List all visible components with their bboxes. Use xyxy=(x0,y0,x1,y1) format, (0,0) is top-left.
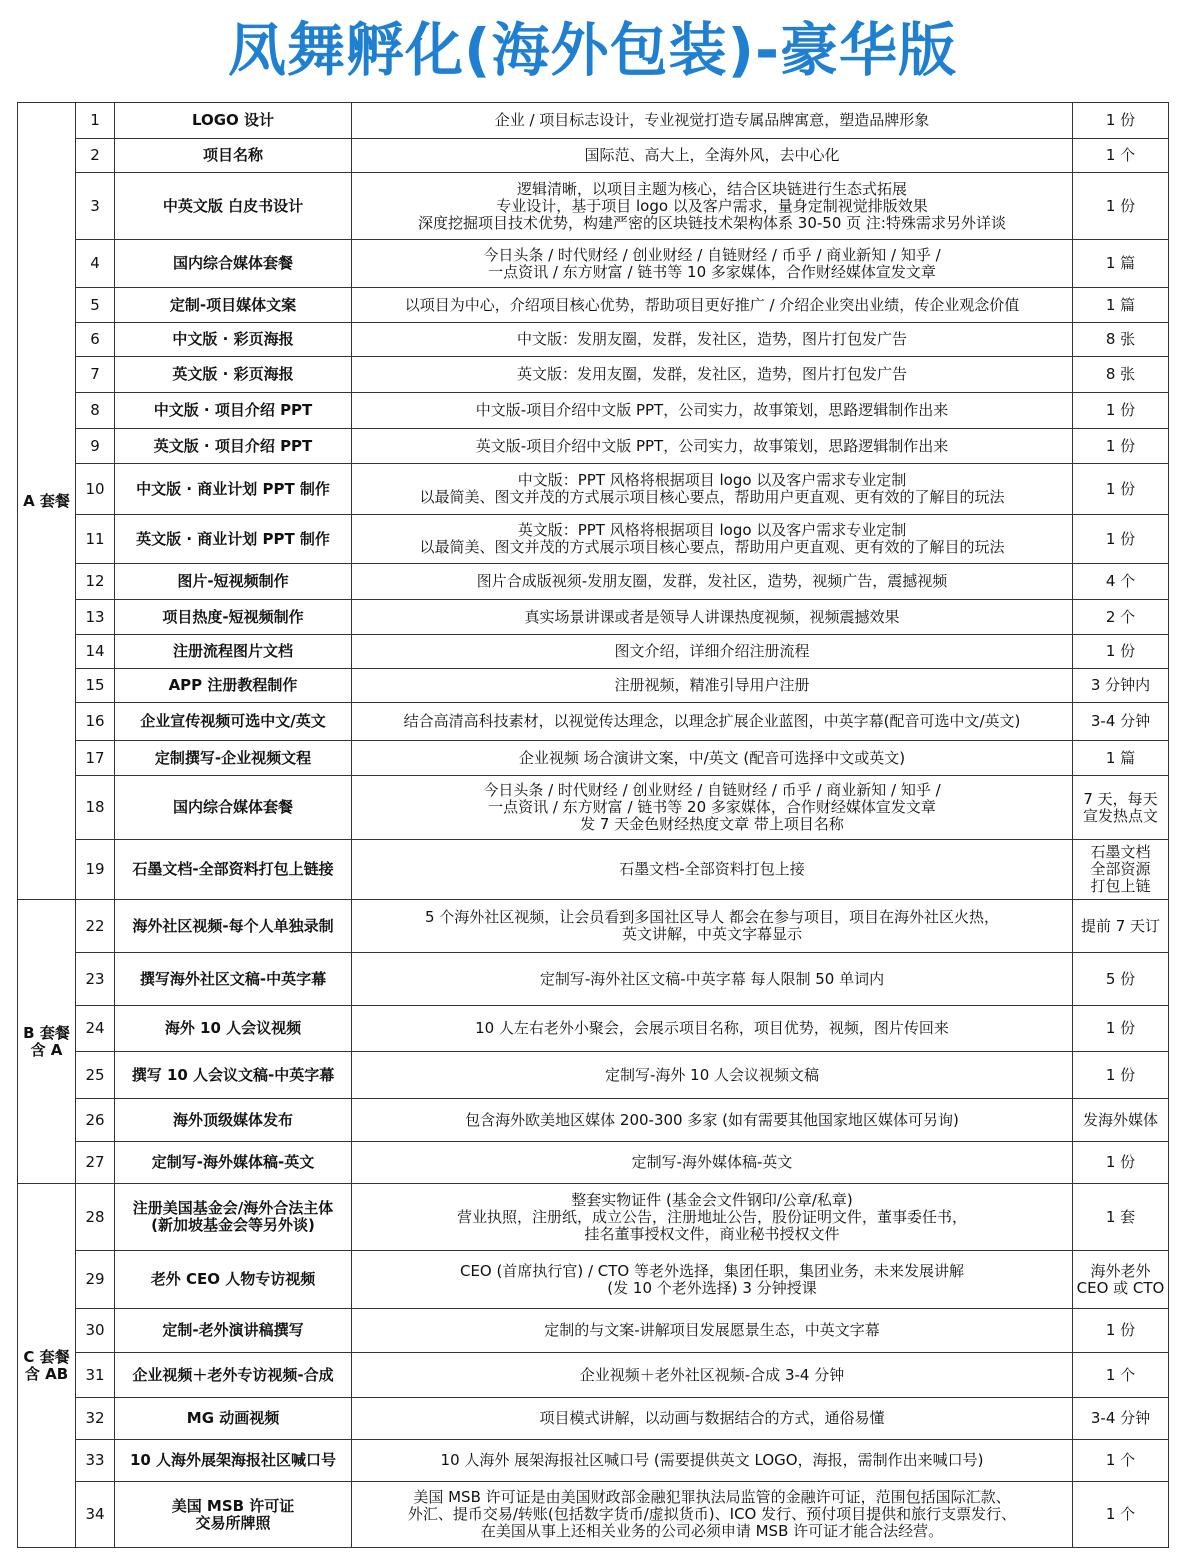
service-name-line: 中文版 · 彩页海报 xyxy=(172,330,294,348)
service-description-line: 专业设计，基于项目 logo 以及客户需求，量身定制视觉排版效果 xyxy=(496,196,928,215)
table-row xyxy=(18,1309,1169,1353)
row-number: 15 xyxy=(76,669,115,703)
table-row xyxy=(18,564,1169,600)
service-quantity xyxy=(1073,288,1169,323)
service-description xyxy=(352,900,1073,953)
table-row xyxy=(18,429,1169,464)
table-row xyxy=(18,173,1169,240)
service-description xyxy=(352,515,1073,564)
service-description-line: 营业执照，注册纸，成立公告，注册地址公告，股份证明文件，董事委任书， xyxy=(456,1207,967,1226)
service-quantity xyxy=(1073,1006,1169,1052)
service-description-line: 企业视频＋老外社区视频-合成 3-4 分钟 xyxy=(579,1365,845,1384)
row-number: 32 xyxy=(76,1398,115,1440)
service-name-line: 项目名称 xyxy=(202,146,263,164)
service-description xyxy=(352,393,1073,429)
service-quantity xyxy=(1073,900,1169,953)
service-quantity-line: 1 份 xyxy=(1105,436,1136,455)
service-description-line: 英文版-项目介绍中文版 PPT，公司实力，故事策划，思路逻辑制作出来 xyxy=(475,436,949,455)
row-number: 13 xyxy=(76,600,115,635)
service-name-line: 定制撰写-企业视频文程 xyxy=(154,748,312,767)
service-name-line: 英文版 · 商业计划 PPT 制作 xyxy=(136,529,330,548)
service-quantity xyxy=(1073,464,1169,515)
service-quantity-line: 1 份 xyxy=(1105,196,1136,215)
service-description-line: 逻辑清晰，以项目主题为核心，结合区块链进行生态式拓展 xyxy=(516,179,907,198)
service-description xyxy=(352,357,1073,393)
service-name xyxy=(115,139,352,173)
service-name-line: 国内综合媒体套餐 xyxy=(172,254,293,272)
row-number: 17 xyxy=(76,741,115,776)
service-name-line: 英文版 · 彩页海报 xyxy=(172,365,294,383)
service-description xyxy=(352,173,1073,240)
service-quantity xyxy=(1073,1251,1169,1309)
service-quantity-line: 1 篇 xyxy=(1105,254,1136,272)
table-row xyxy=(18,600,1169,635)
service-description xyxy=(352,103,1073,139)
service-quantity xyxy=(1073,173,1169,240)
service-description-line: 一点资讯 / 东方财富 / 链书等 20 多家媒体，合作财经媒体宣发文章 xyxy=(488,798,936,816)
service-name-line: LOGO 设计 xyxy=(191,111,275,129)
table-row xyxy=(18,703,1169,741)
service-quantity xyxy=(1073,953,1169,1006)
service-quantity-line: 1 个 xyxy=(1105,146,1136,164)
service-quantity xyxy=(1073,1052,1169,1099)
service-description xyxy=(352,1482,1073,1548)
service-quantity-line: 8 张 xyxy=(1105,365,1136,383)
service-description-line: 发 7 天金色财经热度文章 带上项目名称 xyxy=(580,815,844,833)
group-c-label: C 套餐含 AB xyxy=(18,1184,76,1548)
row-number: 22 xyxy=(76,900,115,953)
service-description-line: 企业视频 场合演讲文案，中/英文 (配音可选择中文或英文) xyxy=(518,748,906,767)
service-name-line: 海外社区视频-每个人单独录制 xyxy=(132,916,334,935)
service-description xyxy=(352,1309,1073,1353)
service-quantity-line: 1 篇 xyxy=(1105,748,1136,767)
service-name-line: 海外顶级媒体发布 xyxy=(172,1110,293,1129)
row-number: 29 xyxy=(76,1251,115,1309)
table-row xyxy=(18,515,1169,564)
service-description-line: 中文版：发朋友圈，发群，发社区，造势，图片打包发广告 xyxy=(516,330,907,348)
table-row xyxy=(18,1184,1169,1251)
service-quantity xyxy=(1073,357,1169,393)
service-quantity xyxy=(1073,1142,1169,1184)
service-name xyxy=(115,669,352,703)
service-description-line: 今日头条 / 时代财经 / 创业财经 / 自链财经 / 币乎 / 商业新知 / 知乎 / xyxy=(483,245,941,264)
table-row xyxy=(18,1251,1169,1309)
service-description xyxy=(352,635,1073,669)
service-name-line: (新加坡基金会等另外谈) xyxy=(151,1216,315,1234)
service-name xyxy=(115,953,352,1006)
service-description-line: 以项目为中心，介绍项目核心优势，帮助项目更好推广 / 介绍企业突出业绩，传企业观念价值 xyxy=(404,295,1020,314)
service-quantity-line: 1 个 xyxy=(1105,1451,1136,1469)
service-description xyxy=(352,288,1073,323)
service-quantity xyxy=(1073,139,1169,173)
service-description xyxy=(352,464,1073,515)
service-quantity-line: 1 套 xyxy=(1105,1207,1136,1226)
service-name xyxy=(115,240,352,288)
row-number: 8 xyxy=(76,393,115,429)
row-number: 30 xyxy=(76,1309,115,1353)
service-quantity-line: CEO 或 CTO xyxy=(1076,1278,1165,1297)
service-description-line: 在美国从事上还相关业务的公司必须申请 MSB 许可证才能合法经营。 xyxy=(480,1522,944,1540)
service-description xyxy=(352,1099,1073,1142)
service-description-line: 定制写-海外 10 人会议视频文稿 xyxy=(604,1065,820,1084)
service-name-line: 中文版 · 项目介绍 PPT xyxy=(153,401,313,419)
service-description-line: 一点资讯 / 东方财富 / 链书等 10 多家媒体，合作财经媒体宣发文章 xyxy=(488,262,936,281)
service-quantity xyxy=(1073,103,1169,139)
service-quantity-line: 8 张 xyxy=(1105,330,1136,348)
table-row xyxy=(18,393,1169,429)
service-quantity xyxy=(1073,1184,1169,1251)
service-quantity-line: 发海外媒体 xyxy=(1082,1110,1158,1129)
row-number: 27 xyxy=(76,1142,115,1184)
service-description xyxy=(352,703,1073,741)
table-row xyxy=(18,464,1169,515)
service-quantity-line: 1 份 xyxy=(1105,401,1136,419)
service-name-line: 中文版 · 商业计划 PPT 制作 xyxy=(136,479,330,498)
service-quantity xyxy=(1073,323,1169,357)
service-name-line: 交易所牌照 xyxy=(195,1513,271,1532)
service-description xyxy=(352,1184,1073,1251)
service-quantity-line: 1 个 xyxy=(1105,1365,1136,1384)
row-number: 3 xyxy=(76,173,115,240)
service-name xyxy=(115,515,352,564)
service-name-line: 10 人海外展架海报社区喊口号 xyxy=(129,1451,337,1469)
service-description-line: 石墨文档-全部资料打包上接 xyxy=(619,860,805,878)
service-description-line: 图文介绍，详细介绍注册流程 xyxy=(614,642,810,660)
row-number: 16 xyxy=(76,703,115,741)
service-name-line: 注册流程图片文档 xyxy=(172,642,293,660)
service-name xyxy=(115,1142,352,1184)
service-quantity xyxy=(1073,1440,1169,1482)
service-description-line: 英文版：PPT 风格将根据项目 logo 以及客户需求专业定制 xyxy=(517,521,907,539)
table-row xyxy=(18,139,1169,173)
row-number: 1 xyxy=(76,103,115,139)
service-name-line: 定制写-海外媒体稿-英文 xyxy=(151,1153,315,1171)
service-name xyxy=(115,1398,352,1440)
table-row xyxy=(18,900,1169,953)
service-name-line: MG 动画视频 xyxy=(186,1409,280,1427)
service-quantity-line: 1 个 xyxy=(1105,1505,1136,1523)
row-number: 25 xyxy=(76,1052,115,1099)
service-description-line: 外汇、提币交易/转账(包括数字货币/虚拟货币)、ICO 发行、预付项目提供和旅行支票发行、 xyxy=(407,1505,1017,1523)
service-quantity xyxy=(1073,635,1169,669)
table-row xyxy=(18,1142,1169,1184)
group-a-label: A 套餐 xyxy=(18,103,76,900)
service-quantity-line: 1 份 xyxy=(1105,529,1136,548)
table-row xyxy=(18,1398,1169,1440)
service-description xyxy=(352,1398,1073,1440)
service-quantity xyxy=(1073,703,1169,741)
service-quantity xyxy=(1073,840,1169,900)
service-quantity xyxy=(1073,1353,1169,1398)
service-description xyxy=(352,323,1073,357)
row-number: 33 xyxy=(76,1440,115,1482)
service-quantity xyxy=(1073,1398,1169,1440)
table-row xyxy=(18,953,1169,1006)
row-number: 5 xyxy=(76,288,115,323)
service-description-line: 5 个海外社区视频，让会员看到多国社区导人 都会在参与项目，项目在海外社区火热， xyxy=(424,908,1000,926)
service-name xyxy=(115,1251,352,1309)
table-row xyxy=(18,323,1169,357)
service-description-line: 10 人左右老外小聚会，会展示项目名称，项目优势，视频，图片传回来 xyxy=(475,1019,949,1037)
service-quantity-line: 1 份 xyxy=(1105,1065,1136,1084)
service-quantity-line: 1 份 xyxy=(1105,111,1136,129)
service-name xyxy=(115,776,352,840)
service-name xyxy=(115,564,352,600)
service-quantity-line: 海外老外 xyxy=(1090,1261,1151,1280)
service-name xyxy=(115,703,352,741)
service-description-line: 国际范、高大上，全海外风，去中心化 xyxy=(584,146,840,164)
service-quantity-line: 石墨文档 xyxy=(1090,843,1151,861)
service-quantity-line: 3-4 分钟 xyxy=(1090,1409,1151,1427)
row-number: 28 xyxy=(76,1184,115,1251)
service-quantity-line: 提前 7 天订 xyxy=(1080,916,1161,935)
service-description xyxy=(352,1251,1073,1309)
service-quantity-line: 宣发热点文 xyxy=(1082,806,1158,825)
table-row xyxy=(18,635,1169,669)
service-description xyxy=(352,1142,1073,1184)
service-quantity-line: 3-4 分钟 xyxy=(1090,712,1151,730)
service-description xyxy=(352,429,1073,464)
service-description xyxy=(352,1006,1073,1052)
service-name xyxy=(115,429,352,464)
table-row xyxy=(18,1099,1169,1142)
service-name xyxy=(115,1099,352,1142)
service-description xyxy=(352,600,1073,635)
service-description-line: 深度挖掘项目技术优势，构建严密的区块链技术架构体系 30-50 页 注:特殊需求另外详谈 xyxy=(418,213,1006,232)
service-quantity xyxy=(1073,669,1169,703)
table-row xyxy=(18,1006,1169,1052)
service-quantity-line: 1 份 xyxy=(1105,642,1136,660)
service-name-line: 企业视频＋老外专访视频-合成 xyxy=(132,1365,334,1384)
service-description-line: 包含海外欧美地区媒体 200-300 多家 (如有需要其他国家地区媒体可另询) xyxy=(465,1110,959,1129)
service-name xyxy=(115,173,352,240)
service-quantity-line: 打包上链 xyxy=(1090,877,1151,895)
service-description-line: 以最简美、图文并茂的方式展示项目核心要点，帮助用户更直观、更有效的了解目的玩法 xyxy=(419,538,1005,556)
service-description-line: CEO (首席执行官) / CTO 等老外选择，集团任职，集团业务，未来发展讲解 xyxy=(459,1261,965,1280)
service-name xyxy=(115,900,352,953)
service-name xyxy=(115,1006,352,1052)
table-row xyxy=(18,741,1169,776)
service-name xyxy=(115,1482,352,1548)
service-name-line: 英文版 · 项目介绍 PPT xyxy=(153,436,313,455)
service-name-line: 定制-老外演讲稿撰写 xyxy=(162,1321,304,1339)
table-row xyxy=(18,1353,1169,1398)
service-description-line: 定制写-海外媒体稿-英文 xyxy=(631,1153,793,1171)
row-number: 14 xyxy=(76,635,115,669)
service-name-line: 项目热度-短视频制作 xyxy=(162,607,304,626)
service-quantity-line: 5 份 xyxy=(1105,969,1136,988)
service-description xyxy=(352,1052,1073,1099)
service-quantity-line: 1 篇 xyxy=(1105,295,1136,314)
service-name-line: 美国 MSB 许可证 xyxy=(171,1496,295,1515)
service-quantity xyxy=(1073,1482,1169,1548)
service-description-line: 图片合成版视须-发朋友圈，发群，发社区，造势，视频广告，震撼视频 xyxy=(476,572,948,590)
service-name-line: 企业宣传视频可选中文/英文 xyxy=(140,712,326,730)
table-row xyxy=(18,240,1169,288)
service-description-line: 定制的与文案-讲解项目发展愿景生态，中英文字幕 xyxy=(544,1321,880,1339)
row-number: 24 xyxy=(76,1006,115,1052)
row-number: 31 xyxy=(76,1353,115,1398)
service-description-line: 定制写-海外社区文稿-中英字幕 每人限制 50 单词内 xyxy=(539,969,885,988)
table-row xyxy=(18,103,1169,139)
service-description-line: 整套实物证件 (基金会文件钢印/公章/私章) xyxy=(571,1190,853,1209)
service-description-line: 英文讲解，中英文字幕显示 xyxy=(621,925,802,943)
service-name xyxy=(115,600,352,635)
service-name-line: 撰写海外社区文稿-中英字幕 xyxy=(139,969,327,988)
service-name xyxy=(115,103,352,139)
row-number: 19 xyxy=(76,840,115,900)
service-quantity-line: 1 份 xyxy=(1105,479,1136,498)
service-description-line: 结合高清高科技素材，以视觉传达理念，以理念扩展企业蓝图，中英字幕(配音可选中文/英文) xyxy=(403,712,1021,730)
row-number: 10 xyxy=(76,464,115,515)
service-name-line: 中英文版 白皮书设计 xyxy=(162,196,304,215)
service-quantity xyxy=(1073,776,1169,840)
service-description-line: 中文版-项目介绍中文版 PPT，公司实力，故事策划，思路逻辑制作出来 xyxy=(475,401,949,419)
service-name-line: 注册美国基金会/海外合法主体 xyxy=(132,1199,334,1217)
service-name xyxy=(115,357,352,393)
service-quantity-line: 4 个 xyxy=(1105,572,1136,590)
row-number: 2 xyxy=(76,139,115,173)
table-row xyxy=(18,1482,1169,1548)
table-row xyxy=(18,669,1169,703)
service-quantity xyxy=(1073,1309,1169,1353)
service-description-line: 10 人海外 展架海报社区喊口号 (需要提供英文 LOGO，海报，需制作出来喊口号) xyxy=(440,1451,984,1469)
service-quantity-line: 1 份 xyxy=(1105,1153,1136,1171)
row-number: 4 xyxy=(76,240,115,288)
service-description-line: 企业 / 项目标志设计，专业视觉打造专属品牌寓意，塑造品牌形象 xyxy=(494,111,930,129)
service-quantity xyxy=(1073,1099,1169,1142)
row-number: 6 xyxy=(76,323,115,357)
service-name xyxy=(115,840,352,900)
service-quantity xyxy=(1073,393,1169,429)
row-number: 7 xyxy=(76,357,115,393)
service-description-line: 注册视频，精准引导用户注册 xyxy=(614,676,810,694)
service-quantity-line: 3 分钟内 xyxy=(1090,676,1151,694)
row-number: 23 xyxy=(76,953,115,1006)
table-row xyxy=(18,840,1169,900)
service-description xyxy=(352,564,1073,600)
service-name xyxy=(115,741,352,776)
service-name-line: 定制-项目媒体文案 xyxy=(169,295,297,314)
group-b-label: B 套餐含 A xyxy=(18,900,76,1184)
service-quantity xyxy=(1073,741,1169,776)
service-name-line: 海外 10 人会议视频 xyxy=(164,1019,302,1037)
service-name xyxy=(115,323,352,357)
service-description xyxy=(352,1440,1073,1482)
row-number: 9 xyxy=(76,429,115,464)
service-name-line: 撰写 10 人会议文稿-中英字幕 xyxy=(131,1065,335,1084)
service-description-line: 英文版：发用友圈，发群，发社区，造势，图片打包发广告 xyxy=(516,365,907,383)
service-name xyxy=(115,1353,352,1398)
service-name xyxy=(115,635,352,669)
service-name-line: APP 注册教程制作 xyxy=(168,676,298,694)
service-description xyxy=(352,1353,1073,1398)
service-quantity xyxy=(1073,564,1169,600)
service-quantity xyxy=(1073,600,1169,635)
service-quantity xyxy=(1073,240,1169,288)
service-name xyxy=(115,288,352,323)
table-row xyxy=(18,288,1169,323)
service-name xyxy=(115,1309,352,1353)
service-name xyxy=(115,464,352,515)
row-number: 11 xyxy=(76,515,115,564)
service-description xyxy=(352,776,1073,840)
table-row xyxy=(18,357,1169,393)
service-quantity-line: 全部资源 xyxy=(1090,860,1151,878)
row-number: 18 xyxy=(76,776,115,840)
row-number: 34 xyxy=(76,1482,115,1548)
service-name xyxy=(115,1184,352,1251)
service-name xyxy=(115,1440,352,1482)
service-description xyxy=(352,953,1073,1006)
service-name-line: 国内综合媒体套餐 xyxy=(172,798,293,816)
service-quantity-line: 1 份 xyxy=(1105,1019,1136,1037)
service-description-line: 今日头条 / 时代财经 / 创业财经 / 自链财经 / 币乎 / 商业新知 / 知乎 / xyxy=(483,781,941,799)
table-row xyxy=(18,1052,1169,1099)
service-description xyxy=(352,741,1073,776)
service-name xyxy=(115,393,352,429)
service-description-line: 真实场景讲课或者是领导人讲课热度视频，视频震撼效果 xyxy=(524,607,900,626)
service-name-line: 老外 CEO 人物专访视频 xyxy=(150,1270,316,1288)
service-description xyxy=(352,840,1073,900)
page-title: 凤舞孵化(海外包装)-豪华版 xyxy=(227,16,958,84)
service-description xyxy=(352,240,1073,288)
service-quantity xyxy=(1073,429,1169,464)
service-description xyxy=(352,139,1073,173)
row-number: 26 xyxy=(76,1099,115,1142)
service-description-line: 以最简美、图文并茂的方式展示项目核心要点，帮助用户更直观、更有效的了解目的玩法 xyxy=(419,488,1005,506)
service-name-line: 图片-短视频制作 xyxy=(177,572,289,590)
row-number: 12 xyxy=(76,564,115,600)
service-description-line: (发 10 个老外选择) 3 分钟授课 xyxy=(607,1278,817,1297)
service-name-line: 石墨文档-全部资料打包上链接 xyxy=(132,860,334,878)
table-row xyxy=(18,1440,1169,1482)
service-quantity-line: 7 天，每天 xyxy=(1083,789,1158,808)
service-quantity-line: 1 份 xyxy=(1105,1321,1136,1339)
service-description xyxy=(352,669,1073,703)
service-name xyxy=(115,1052,352,1099)
service-description-line: 挂名董事授权文件，商业秘书授权文件 xyxy=(584,1224,840,1243)
service-quantity xyxy=(1073,515,1169,564)
service-quantity-line: 2 个 xyxy=(1105,607,1136,626)
table-row xyxy=(18,776,1169,840)
service-description-line: 中文版：PPT 风格将根据项目 logo 以及客户需求专业定制 xyxy=(517,471,907,489)
service-description-line: 项目模式讲解，以动画与数据结合的方式，通俗易懂 xyxy=(539,1409,885,1427)
service-description-line: 美国 MSB 许可证是由美国财政部金融犯罪执法局监管的金融许可证，范围包括国际汇款、 xyxy=(413,1488,1011,1506)
package-table xyxy=(17,102,1169,1548)
